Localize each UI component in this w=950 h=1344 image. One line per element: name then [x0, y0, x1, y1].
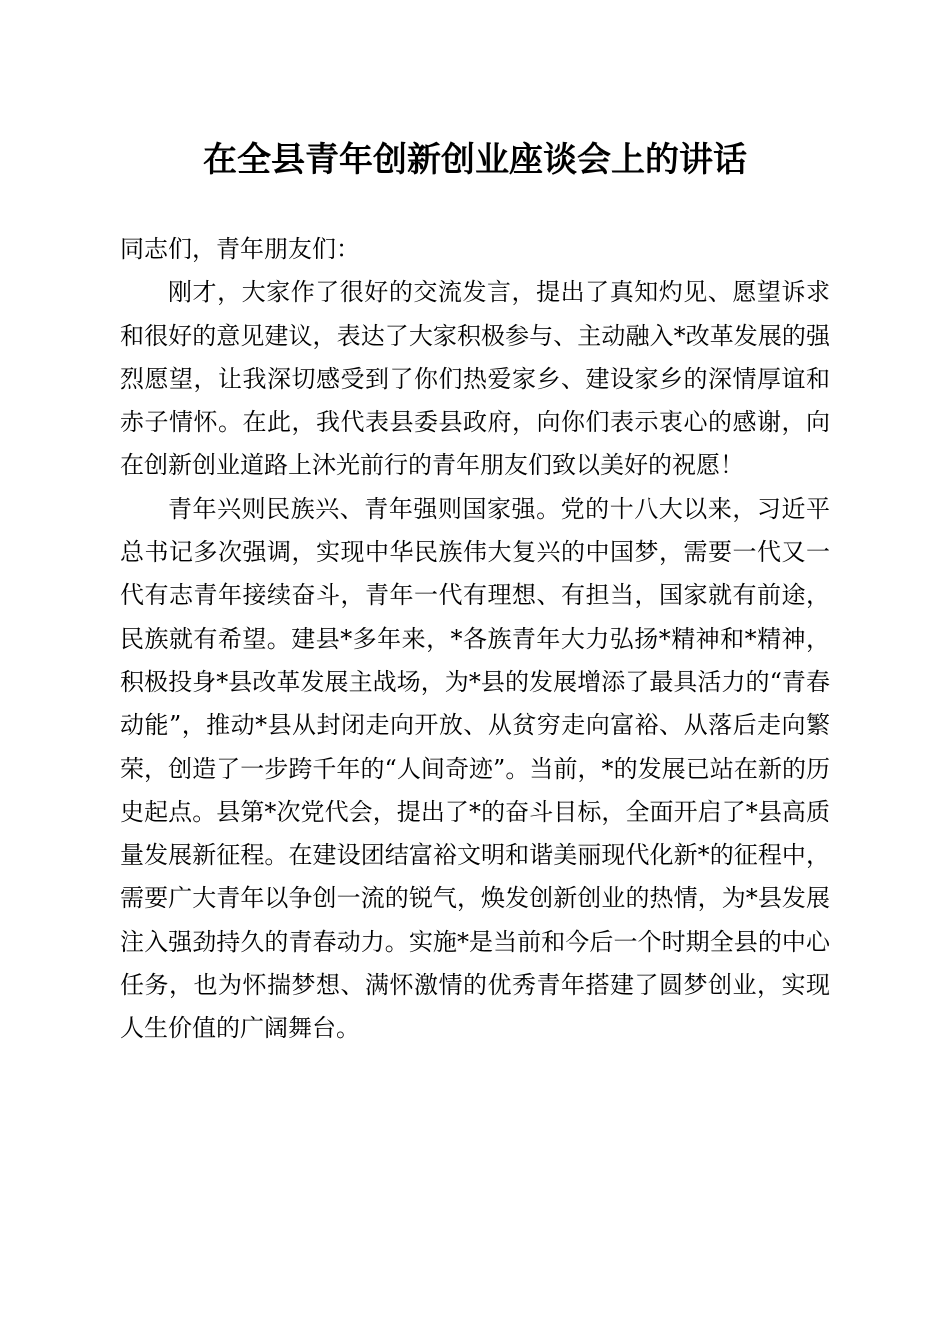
- document-title: 在全县青年创新创业座谈会上的讲话: [203, 140, 747, 180]
- paragraph-1: 刚才，大家作了很好的交流发言，提出了真知灼见、愿望诉求和很好的意见建议，表达了大家积极参与、主动融入*改革发展的强烈愿望，让我深切感受到了你们热爱家乡、建设家乡的深情厚谊和赤子情怀。在此，我代表县委县政府，向你们表示衷心的感谢，向在创新创业道路上沐光前行的青年朋友们致以美好的祝愿！: [120, 278, 830, 480]
- paragraph-2: 青年兴则民族兴、青年强则国家强。党的十八大以来，习近平总书记多次强调，实现中华民族伟大复兴的中国梦，需要一代又一代有志青年接续奋斗，青年一代有理想、有担当，国家就有前途，民族就有希望。建县*多年来，*各族青年大力弘扬*精神和*精神，积极投身*县改革发展主战场，为*县的发展增添了最具活力的“青春动能”，推动*县从封闭走向开放、从贫穷走向富裕、从落后走向繁荣，创造了一步跨千年的“人间奇迹”。当前，*的发展已站在新的历史起点。县第*次党代会，提出了*的奋斗目标，全面开启了*县高质量发展新征程。在建设团结富裕文明和谐美丽现代化新*的征程中，需要广大青年以争创一流的锐气，焕发创新创业的热情，为*县发展注入强劲持久的青春动力。实施*是当前和今后一个时期全县的中心任务，也为怀揣梦想、满怀激情的优秀青年搭建了圆梦创业，实现人生价值的广阔舞台。: [120, 494, 830, 1043]
- document-body: [120, 228, 830, 1051]
- salutation: 同志们，青年朋友们：: [120, 235, 360, 263]
